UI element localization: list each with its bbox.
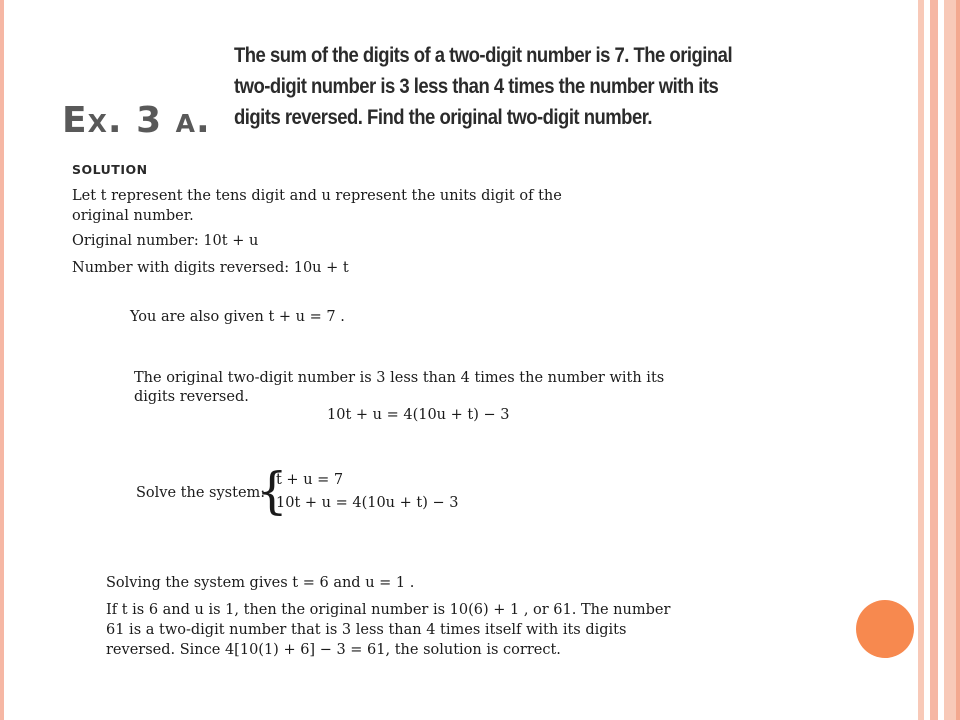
check-line: If t is 6 and u is 1, then the original number is 10(6) + 1 , or 61. The number: [106, 602, 671, 618]
result-line: Solving the system gives t = 6 and u = 1 .: [106, 575, 415, 591]
system-equation: 10t + u = 4(10u + t) − 3: [276, 495, 459, 511]
solution-heading: SOLUTION: [72, 162, 148, 177]
check-line: reversed. Since 4[10(1) + 6] − 3 = 61, the solution is correct.: [106, 642, 561, 658]
accent-circle: [856, 600, 914, 658]
title-dot: .: [196, 100, 211, 141]
condition-line: digits reversed.: [134, 389, 249, 405]
problem-question: Find the original two-digit number.: [367, 105, 653, 129]
solve-system-label: Solve the system:: [136, 485, 266, 501]
title-number: . 3: [107, 100, 176, 141]
problem-sentence: The sum of the digits of a two-digit number is 7. The original two-digit number is 3 less than 4 times the number with its digits reversed.: [234, 43, 733, 129]
frame-right-stripe: [956, 0, 960, 720]
frame-right-stripe: [930, 0, 938, 720]
solution-line: original number.: [72, 208, 194, 224]
given-line: You are also given t + u = 7 .: [130, 309, 345, 325]
frame-left-stripe: [0, 0, 4, 720]
frame-right-stripe: [918, 0, 924, 720]
problem-statement: [234, 40, 750, 133]
original-number-line: Original number: 10t + u: [72, 233, 259, 249]
check-line: 61 is a two-digit number that is 3 less than 4 times itself with its digits: [106, 622, 627, 638]
title-letter: A: [175, 109, 197, 138]
equation: 10t + u = 4(10u + t) − 3: [327, 407, 510, 423]
system-equation: t + u = 7: [276, 472, 344, 488]
condition-line: The original two-digit number is 3 less than 4 times the number with its: [134, 370, 665, 386]
slide-title: [62, 100, 211, 141]
solution-line: Let t represent the tens digit and u represent the units digit of the: [72, 188, 562, 204]
reversed-number-line: Number with digits reversed: 10u + t: [72, 260, 349, 276]
title-letter: E: [62, 100, 88, 141]
title-letter: X: [87, 109, 108, 138]
system-brace: {: [256, 462, 288, 520]
